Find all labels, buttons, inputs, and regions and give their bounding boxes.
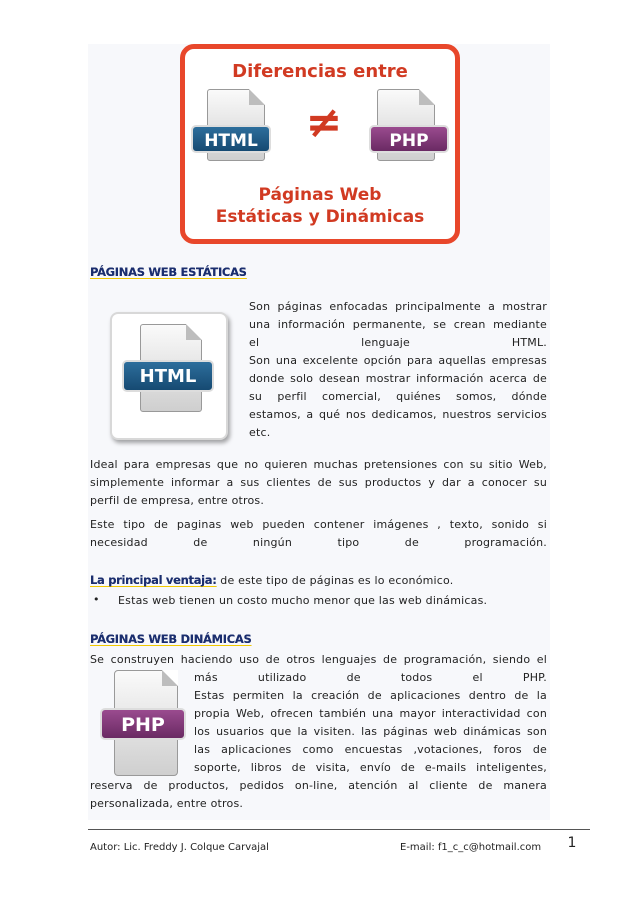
html-tag: HTML bbox=[191, 125, 271, 153]
text-line: Son una excelente opción para aquellas empresas bbox=[249, 354, 547, 367]
advantage-line bbox=[90, 571, 547, 590]
footer-email: E-mail: f1_c_c@hotmail.com bbox=[400, 842, 542, 853]
html-icon-frame bbox=[110, 312, 228, 440]
header-banner bbox=[180, 44, 460, 244]
text-line: Son páginas enfocadas principalmente a mostrar bbox=[249, 300, 547, 313]
php-icon-label: PHP bbox=[100, 708, 186, 740]
section-heading-dynamic-text: PÁGINAS WEB DINÁMICAS bbox=[90, 632, 252, 646]
static-content-paragraph bbox=[90, 516, 547, 552]
advantage-label bbox=[90, 573, 217, 587]
text-line: estamos, a qué nos dedicamos, nuestros servicios bbox=[249, 408, 547, 421]
text-line: propia Web, ofrecen también una mayor interactividad con bbox=[194, 707, 547, 720]
text-line: más utilizado de todos el PHP. bbox=[194, 671, 547, 684]
text-line: soporte, libros de visita, envío de e-mails inteligentes, bbox=[194, 761, 547, 774]
text-line: Estas permiten la creación de aplicaciones dentro de la bbox=[194, 689, 547, 702]
html-icon-label: HTML bbox=[122, 360, 214, 392]
text-line: etc. bbox=[249, 426, 271, 439]
text-line: necesidad de ningún tipo de programación. bbox=[90, 536, 547, 549]
text-line: reserva de productos, pedidos on-line, atención al cliente de manera bbox=[90, 779, 547, 792]
section-heading-dynamic bbox=[90, 632, 252, 646]
dynamic-first-line bbox=[90, 651, 547, 669]
advantage-text: de este tipo de páginas es lo económico. bbox=[216, 574, 454, 587]
bullet-marker: • bbox=[93, 593, 100, 606]
static-ideal-paragraph bbox=[90, 456, 547, 510]
text-line: perfil de empresa, entre otros. bbox=[90, 494, 265, 507]
dynamic-side-paragraph bbox=[194, 669, 547, 777]
text-line: su perfil comercial, quiénes somos, dónde bbox=[249, 390, 547, 403]
text-line: una información permanente, se crean mediante bbox=[249, 318, 547, 331]
text-line: donde solo desean mostrar información acerca de bbox=[249, 372, 547, 385]
footer-divider bbox=[88, 829, 590, 830]
banner-subtitle-1: Páginas Web bbox=[258, 185, 382, 205]
page-number: 1 bbox=[554, 830, 590, 856]
text-line: las aplicaciones como encuestas ,votaciones, foros de bbox=[194, 743, 547, 756]
text-line: personalizada, entre otros. bbox=[90, 797, 244, 810]
text-line: Se construyen haciendo uso de otros lenguajes de programación, siendo el bbox=[90, 653, 547, 666]
section-heading-static-text: PÁGINAS WEB ESTÁTICAS bbox=[90, 265, 247, 279]
advantage-label-text: La principal ventaja: bbox=[90, 573, 217, 587]
footer-author: Autor: Lic. Freddy J. Colque Carvajal bbox=[90, 842, 269, 853]
text-line: los usuarios que la visiten. las páginas web dinámicas son bbox=[194, 725, 547, 738]
banner-subtitle-2: Estáticas y Dinámicas bbox=[215, 207, 425, 227]
static-intro-paragraph bbox=[249, 298, 547, 442]
text-line: el lenguaje HTML. bbox=[249, 336, 547, 349]
not-equal-icon: ≠ bbox=[305, 97, 343, 148]
bullet-item: Estas web tienen un costo mucho menor que las web dinámicas. bbox=[118, 594, 488, 607]
php-icon bbox=[100, 668, 186, 778]
php-tag: PHP bbox=[369, 125, 449, 153]
dynamic-end-paragraph bbox=[90, 777, 547, 813]
text-line: Ideal para empresas que no quieren muchas pretensiones con su sitio Web, bbox=[90, 458, 547, 471]
banner-title: Diferencias entre bbox=[232, 61, 408, 82]
text-line: Este tipo de paginas web pueden contener imágenes , texto, sonido si bbox=[90, 518, 547, 531]
section-heading-static bbox=[90, 265, 247, 279]
text-line: simplemente informar a sus clientes de sus productos y dar a conocer su bbox=[90, 476, 547, 489]
